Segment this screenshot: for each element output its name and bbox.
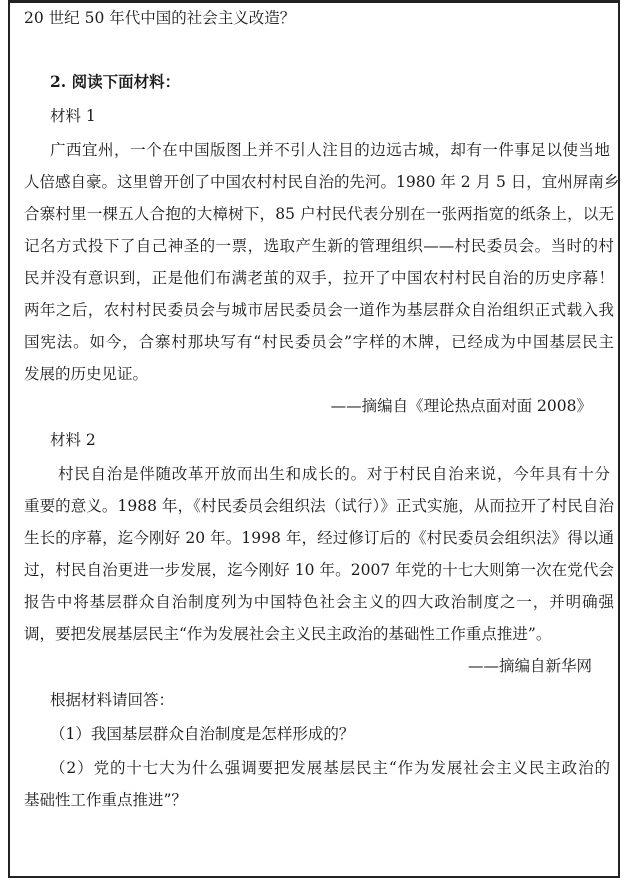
sub-question-2-line-1: （2）党的十七大为什么强调要把发展基层民主“作为发展社会主义民主政治的	[50, 759, 610, 777]
answer-prompt: 根据材料请回答：	[50, 691, 175, 709]
material-1-line-4: 记名方式投下了自己神圣的一票，选取产生新的管理组织——村民委员会。当时的村	[24, 237, 614, 255]
material-1-label: 材料 1	[50, 107, 96, 125]
material-2-line-4: 过，村民自治更进一步发展，迄今刚好 10 年。2007 年党的十七大则第一次在党代会	[24, 561, 614, 579]
material-1-line-2: 人倍感自豪。这里曾开创了中国农村村民自治的先河。1980 年 2 月 5 日，宜州屏南乡	[24, 173, 620, 191]
material-2-line-5: 报告中将基层群众自治制度列为中国特色社会主义的四大政治制度之一，并明确强	[24, 593, 614, 611]
material-2-label: 材料 2	[50, 431, 96, 449]
sub-question-2-line-2: 基础性工作重点推进”？	[24, 791, 187, 809]
material-1-line-3: 合寨村里一棵五人合抱的大樟树下，85 户村民代表分别在一张两指宽的纸条上，以无	[24, 205, 614, 223]
material-1-line-6: 两年之后，农村村民委员会与城市居民委员会一道作为基层群众自治组织正式载入我	[24, 301, 614, 319]
material-2-line-6: 调，要把发展基层民主“作为发展社会主义民主政治的基础性工作重点推进”。	[24, 625, 552, 643]
material-2-line-3: 生长的序幕，迄今刚好 20 年。1998 年，经过修订后的《村民委员会组织法》得以通	[24, 529, 614, 547]
material-1-line-5: 民并没有意识到，正是他们布满老茧的双手，拉开了中国农村村民自治的历史序幕！	[24, 269, 614, 287]
question-2-heading: 2. 阅读下面材料：	[50, 72, 181, 91]
material-1-source: ——摘编自《理论热点面对面 2008》	[330, 397, 592, 415]
sub-question-1: （1）我国基层群众自治制度是怎样形成的？	[50, 725, 355, 743]
material-2-line-2: 重要的意义。1988 年，《村民委员会组织法（试行）》正式实施，从而拉开了村民自治	[24, 497, 614, 515]
material-1-line-1: 广西宜州，一个在中国版图上并不引人注目的边远古城，却有一件事足以使当地	[50, 141, 610, 159]
material-2-source: ——摘编自新华网	[467, 657, 592, 675]
material-1-line-7: 国宪法。如今，合寨村那块写有“村民委员会”字样的木牌，已经成为中国基层民主	[24, 333, 614, 351]
material-1-line-8: 发展的历史见证。	[24, 365, 149, 383]
material-2-line-1: 村民自治是伴随改革开放而出生和成长的。对于村民自治来说，今年具有十分	[58, 465, 610, 483]
question-tail: 20 世纪 50 年代中国的社会主义改造？	[24, 9, 296, 27]
